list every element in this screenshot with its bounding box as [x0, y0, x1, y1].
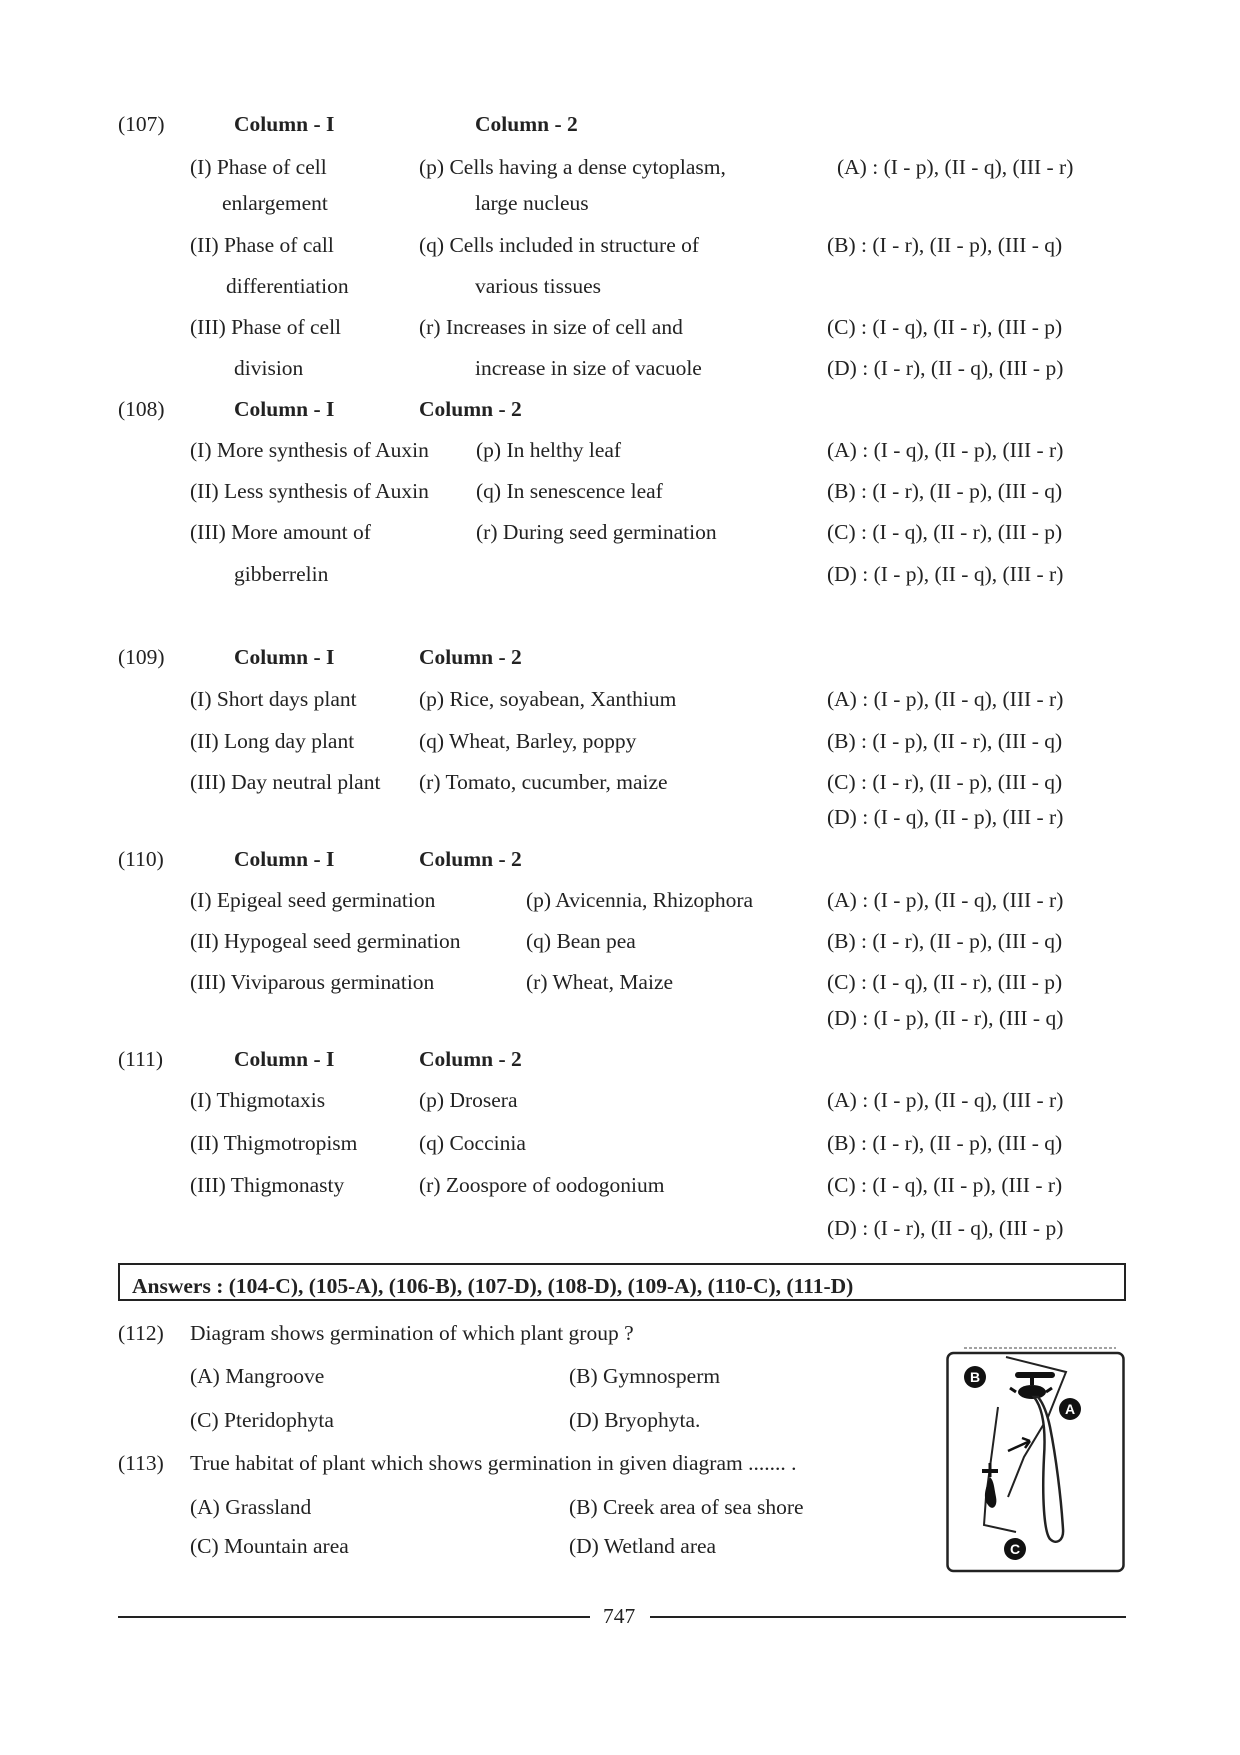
answers-text: Answers : (104-C), (105-A), (106-B), (107-D), (108-D), (109-A), (110-C), (111-D) — [132, 1274, 854, 1298]
figure-label-c: C — [1009, 1541, 1021, 1557]
figure-label-b: B — [969, 1369, 981, 1385]
col1-item: (I) Phase of cell — [190, 155, 327, 179]
col1-item: (I) Short days plant — [190, 687, 357, 711]
option: (B) : (I - r), (II - p), (III - q) — [827, 233, 1063, 257]
col1-item: differentiation — [226, 274, 349, 298]
option: (B) : (I - p), (II - r), (III - q) — [827, 729, 1063, 753]
col1-item: (II) Hypogeal seed germination — [190, 929, 461, 953]
col2-item: (p) Cells having a dense cytoplasm, — [419, 155, 726, 179]
question-number: (107) — [118, 112, 165, 136]
option: (D) : (I - p), (II - q), (III - r) — [827, 562, 1064, 586]
col1-item: (III) Phase of cell — [190, 315, 342, 339]
col2-item: (r) Wheat, Maize — [526, 970, 674, 994]
col2-item: (q) Coccinia — [419, 1131, 526, 1155]
question-text: True habitat of plant which shows germination in given diagram ....... . — [190, 1451, 797, 1475]
col2-item: (p) Rice, soyabean, Xanthium — [419, 687, 677, 711]
col2-item: (q) Bean pea — [526, 929, 636, 953]
question-number: (110) — [118, 847, 164, 871]
option: (C) : (I - q), (II - p), (III - r) — [827, 1173, 1063, 1197]
col2-item: (q) In senescence leaf — [476, 479, 663, 503]
col1-item: (III) Day neutral plant — [190, 770, 381, 794]
option: (D) : (I - r), (II - q), (III - p) — [827, 356, 1064, 380]
option: (C) : (I - q), (II - r), (III - p) — [827, 970, 1063, 994]
column-1-heading: Column - I — [234, 397, 335, 421]
option: (C) : (I - r), (II - p), (III - q) — [827, 770, 1063, 794]
option: (A) Grassland — [190, 1495, 312, 1519]
col1-item: gibberrelin — [234, 562, 329, 586]
column-2-heading: Column - 2 — [419, 645, 522, 669]
option: (C) Pteridophyta — [190, 1408, 334, 1432]
col1-item: (II) Phase of call — [190, 233, 334, 257]
col2-item: (r) Increases in size of cell and — [419, 315, 683, 339]
option: (C) : (I - q), (II - r), (III - p) — [827, 520, 1063, 544]
option: (A) : (I - p), (II - q), (III - r) — [827, 1088, 1064, 1112]
option: (D) : (I - p), (II - r), (III - q) — [827, 1006, 1064, 1030]
col2-item: (p) In helthy leaf — [476, 438, 622, 462]
option: (D) Wetland area — [569, 1534, 717, 1558]
option: (D) : (I - q), (II - p), (III - r) — [827, 805, 1064, 829]
col1-item: enlargement — [222, 191, 328, 215]
footer-rule-right — [650, 1616, 1126, 1618]
option: (B) : (I - r), (II - p), (III - q) — [827, 479, 1063, 503]
option: (B) Creek area of sea shore — [569, 1495, 804, 1519]
option: (A) : (I - q), (II - p), (III - r) — [827, 438, 1064, 462]
col2-item: (r) Zoospore of oodogonium — [419, 1173, 665, 1197]
col1-item: (II) Less synthesis of Auxin — [190, 479, 429, 503]
col2-item: (p) Avicennia, Rhizophora — [526, 888, 754, 912]
footer-rule-left — [118, 1616, 590, 1618]
col2-item: various tissues — [475, 274, 602, 298]
column-1-heading: Column - I — [234, 645, 335, 669]
option: (C) Mountain area — [190, 1534, 349, 1558]
column-1-heading: Column - I — [234, 112, 335, 136]
column-2-heading: Column - 2 — [475, 112, 578, 136]
col2-item: (p) Drosera — [419, 1088, 518, 1112]
option: (C) : (I - q), (II - r), (III - p) — [827, 315, 1063, 339]
option: (B) Gymnosperm — [569, 1364, 721, 1388]
option: (A) : (I - p), (II - q), (III - r) — [827, 687, 1064, 711]
col1-item: (I) Epigeal seed germination — [190, 888, 436, 912]
col2-item: (q) Wheat, Barley, poppy — [419, 729, 637, 753]
question-number: (111) — [118, 1047, 163, 1071]
option: (D) Bryophyta. — [569, 1408, 701, 1432]
column-2-heading: Column - 2 — [419, 847, 522, 871]
col2-item: (r) During seed germination — [476, 520, 717, 544]
question-number: (112) — [118, 1321, 164, 1345]
question-text: Diagram shows germination of which plant group ? — [190, 1321, 634, 1345]
column-2-heading: Column - 2 — [419, 1047, 522, 1071]
answers-box — [118, 1263, 1126, 1301]
col2-item: (r) Tomato, cucumber, maize — [419, 770, 668, 794]
question-number: (113) — [118, 1451, 164, 1475]
col1-item: (III) Viviparous germination — [190, 970, 435, 994]
option: (D) : (I - r), (II - q), (III - p) — [827, 1216, 1064, 1240]
col1-item: (II) Thigmotropism — [190, 1131, 358, 1155]
germination-diagram — [946, 1347, 1126, 1574]
col1-item: (III) More amount of — [190, 520, 371, 544]
option: (A) : (I - p), (II - q), (III - r) — [837, 155, 1074, 179]
figure-label-a: A — [1064, 1401, 1076, 1417]
column-1-heading: Column - I — [234, 847, 335, 871]
col1-item: (I) More synthesis of Auxin — [190, 438, 429, 462]
question-number: (109) — [118, 645, 165, 669]
col1-item: (II) Long day plant — [190, 729, 355, 753]
option: (B) : (I - r), (II - p), (III - q) — [827, 929, 1063, 953]
col1-item: (III) Thigmonasty — [190, 1173, 345, 1197]
option: (A) : (I - p), (II - q), (III - r) — [827, 888, 1064, 912]
option: (A) Mangroove — [190, 1364, 325, 1388]
page-number: 747 — [603, 1604, 636, 1628]
col2-item: (q) Cells included in structure of — [419, 233, 700, 257]
col1-item: division — [234, 356, 304, 380]
question-number: (108) — [118, 397, 165, 421]
col2-item: large nucleus — [475, 191, 589, 215]
column-2-heading: Column - 2 — [419, 397, 522, 421]
option: (B) : (I - r), (II - p), (III - q) — [827, 1131, 1063, 1155]
col1-item: (I) Thigmotaxis — [190, 1088, 326, 1112]
column-1-heading: Column - I — [234, 1047, 335, 1071]
col2-item: increase in size of vacuole — [475, 356, 702, 380]
